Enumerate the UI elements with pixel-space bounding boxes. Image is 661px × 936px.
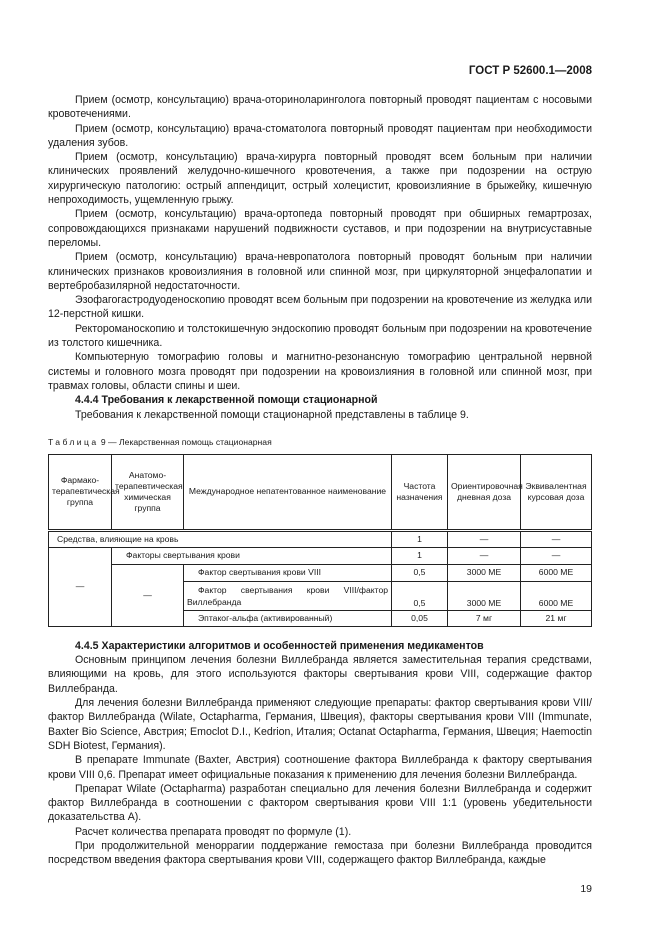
table-row (49, 564, 592, 581)
cell: 0,5 (392, 581, 448, 610)
table-caption (48, 436, 592, 448)
cell: 6000 МЕ (521, 564, 592, 581)
cell: Эптаког-альфа (активированный) (184, 610, 392, 626)
cell: 6000 МЕ (521, 581, 592, 610)
paragraph: Эзофагогастродуоденоскопию проводят всем больным при подозрении на кровотечение из желудка или 12-перстной кишки. (48, 294, 592, 321)
cell: Факторы свертывания крови (112, 547, 392, 564)
cell: 1 (392, 547, 448, 564)
paragraph: При продолжительной меноррагии поддержание гемостаза при болезни Виллебранда проводится посредством введения фактора свертывания крови VIII, содержащего фактор Виллебранда, каждые (48, 839, 592, 867)
paragraph: Прием (осмотр, консультацию) врача-ортопеда повторный проводят при обширных гемартрозах, сопровождающихся признаками нарушений подвижности суставов, и при подозрении на внутрисуставные переломы. (48, 208, 592, 249)
section-heading-445: 4.4.5 Характеристики алгоритмов и особенностей применения медикаментов (75, 639, 484, 652)
cell: — (448, 547, 521, 564)
column-header: Фармако-терапевтическая группа (49, 454, 112, 530)
paragraph: Расчет количества препарата проводят по формуле (1). (75, 825, 352, 838)
document-header: ГОСТ Р 52600.1—2008 (468, 65, 592, 77)
page-number: 19 (580, 882, 592, 895)
cell: — (49, 547, 112, 626)
table-row (49, 530, 592, 547)
paragraph: Для лечения болезни Виллебранда применяют следующие препараты: фактор свертывания крови VIII/фактор Виллебранда (Wilate, Octapharma, Германия, Швеция), факторы свертывания крови VIII (Immunate, Baxter Bio Science, Австрия; Emoclot D.I., Kedrion, Италия; Octanat Octapharma, Германия, Швеция; Haemoctin SDH Biotest, Германия). (48, 697, 592, 752)
column-header: Международное непатентованное наименование (184, 454, 392, 530)
column-header: Анатомо-терапевтическая химическая группа (112, 454, 184, 530)
top-text (48, 93, 592, 422)
paragraph: Требования к лекарственной помощи стационарной представлены в таблице 9. (75, 408, 469, 421)
cell: — (112, 564, 184, 626)
cell: — (521, 547, 592, 564)
paragraph: Ректороманоскопию и толстокишечную эндоскопию проводят больным при подозрении на кровотечение из толстого кишечника. (48, 322, 592, 350)
table-row (49, 547, 592, 564)
section-heading-444: 4.4.4 Требования к лекарственной помощи стационарной (75, 394, 378, 407)
cell: 1 (392, 530, 448, 547)
paragraph: Препарат Wilate (Octapharma) разработан специально для лечения болезни Виллебранда и содержит фактор Виллебранда в соотношении с фактором свертывания крови VIII 1:1 (уровень убедительности доказательства А). (48, 782, 592, 824)
cell: Фактор свертывания крови VIII/фактор Виллебранда (184, 581, 392, 610)
paragraph: Прием (осмотр, консультацию) врача-оториноларинголога повторный проводят пациентам с носовыми кровотечениями. (48, 94, 592, 121)
bottom-text (48, 639, 592, 868)
paragraph: Компьютерную томографию головы и магнитно-резонансную томографию центральной нервной системы и головного мозга проводят при подозрении на кровоизлияния в головной или спинной мозг, при травмах головы, области спины и шеи. (48, 351, 592, 392)
drug-table (48, 454, 592, 627)
cell: 3000 МЕ (448, 564, 521, 581)
cell: 0,05 (392, 610, 448, 626)
cell: — (521, 530, 592, 547)
caption-text: 9 — Лекарственная помощь стационарная (100, 436, 272, 447)
cell: Средства, влияющие на кровь (49, 530, 392, 547)
cell: 21 мг (521, 610, 592, 626)
paragraph: В препарате Immunate (Baxter, Австрия) соотношение фактора Виллебранда к фактору свертывания крови VIII 0,6. Препарат имеет официальные показания к применению для лечения болезни Виллебранда. (48, 754, 592, 781)
paragraph: Прием (осмотр, консультацию) врача-хирурга повторный проводят всем больным при наличии клинических проявлений желудочно-кишечного кровотечения, а также при подозрении на острую хирургическую патологию: острый аппендицит, острый холецистит, кровоизлияние в брыжейку, кишечную непроходимость, ущемленную грыжу. (48, 151, 592, 207)
paragraph: Прием (осмотр, консультацию) врача-невропатолога повторный проводят больным при наличии клинических признаков кровоизлияния в головной или спинной мозг, при циркуляторной энцефалопатии и вертебробазилярной недостаточности. (48, 251, 592, 292)
column-header: Эквивалентная курсовая доза (521, 454, 592, 530)
table-header-row (49, 454, 592, 530)
column-header: Частота назначения (392, 454, 448, 530)
cell: 7 мг (448, 610, 521, 626)
cell: Фактор свертывания крови VIII (184, 564, 392, 581)
paragraph: Прием (осмотр, консультацию) врача-стоматолога повторный проводят пациентам при необходимости удаления зубов. (48, 122, 592, 149)
column-header: Ориентировочная дневная доза (448, 454, 521, 530)
cell: 0,5 (392, 564, 448, 581)
cell: — (448, 530, 521, 547)
cell: 3000 МЕ (448, 581, 521, 610)
caption-label: Таблица (48, 436, 99, 447)
paragraph: Основным принципом лечения болезни Виллебранда является заместительная терапия средствами, влияющими на кровь, для этого используются факторы свертывания крови VIII, содержащие фактор Виллебранда. (48, 654, 592, 695)
